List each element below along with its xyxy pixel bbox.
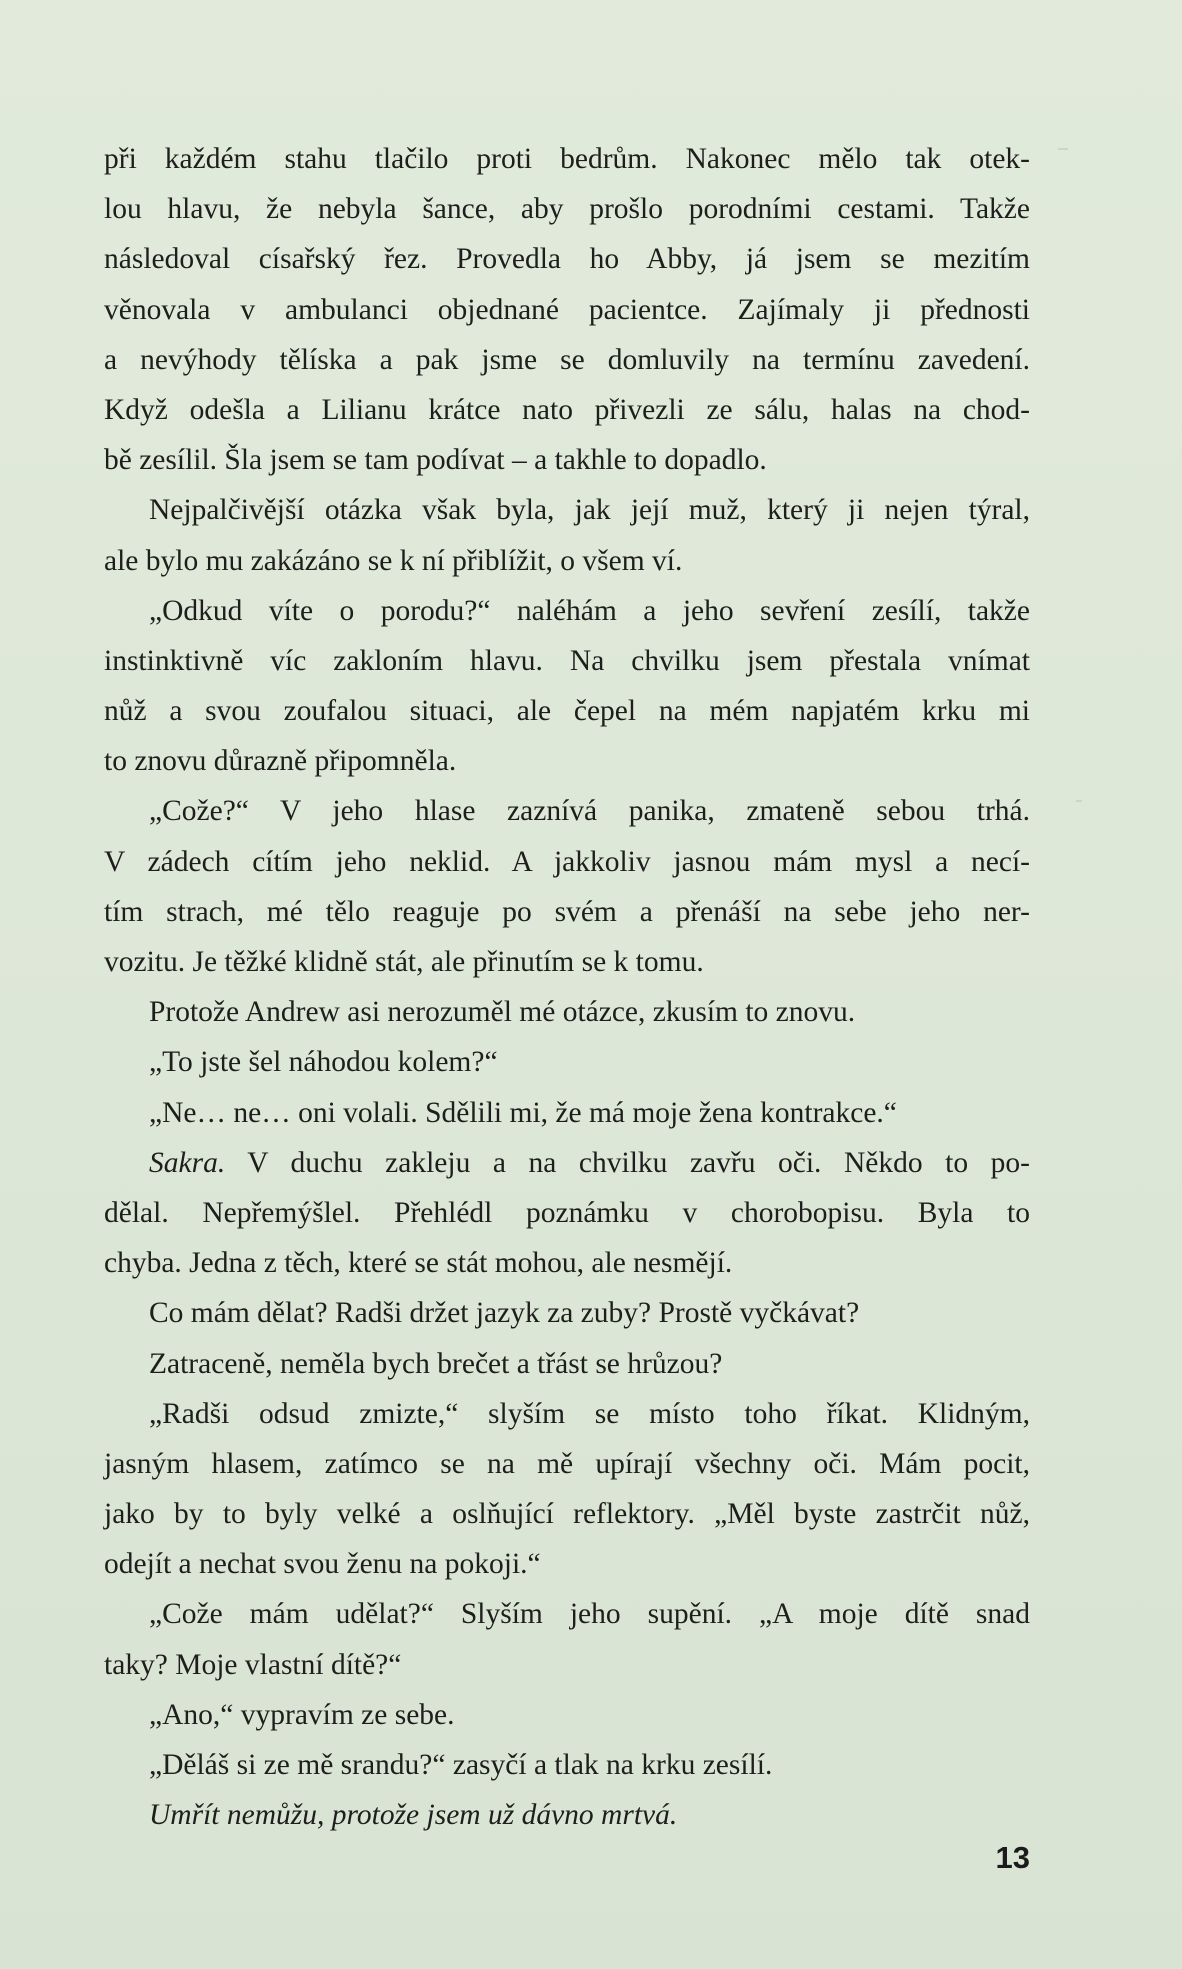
text-line: dělal. Nepřemýšlel. Přehlédl poznámku v chorobopisu. Byla to bbox=[104, 1196, 1030, 1229]
text-line bbox=[104, 1138, 1030, 1188]
body-text bbox=[104, 134, 1030, 1840]
text-line: věnovala v ambulanci objednané pacientce. Zajímaly ji přednosti bbox=[104, 293, 1030, 326]
text-line: Umřít nemůžu, protože jsem už dávno mrtvá. bbox=[149, 1799, 678, 1832]
text-line: vozitu. Je těžké klidně stát, ale přinutím se k tomu. bbox=[104, 946, 704, 978]
text-line: tím strach, mé tělo reaguje po svém a přenáší na sebe jeho ner- bbox=[104, 895, 1030, 928]
text-line: jasným hlasem, zatímco se na mě upírají všechny oči. Mám pocit, bbox=[104, 1447, 1030, 1480]
text-line: odejít a nechat svou ženu na pokoji.“ bbox=[104, 1548, 541, 1581]
text-line: „Ano,“ vypravím ze sebe. bbox=[149, 1698, 455, 1731]
bleed-through-mark bbox=[1076, 800, 1082, 802]
text-line: Nejpalčivější otázka však byla, jak její muž, který ji nejen týral, bbox=[149, 494, 1030, 527]
text-line: ale bylo mu zakázáno se k ní přiblížit, o všem ví. bbox=[104, 544, 683, 577]
text-line: Protože Andrew asi nerozuměl mé otázce, zkusím to znovu. bbox=[149, 996, 856, 1029]
page-number: 13 bbox=[995, 1840, 1030, 1875]
bleed-through-mark bbox=[1058, 148, 1068, 150]
text-line: „Cože?“ V jeho hlase zaznívá panika, zmateně sebou trhá. bbox=[149, 795, 1030, 828]
text-line: „To jste šel náhodou kolem?“ bbox=[149, 1046, 498, 1079]
line-text: V duchu zakleju a na chvilku zavřu oči. Někdo to po- bbox=[225, 1146, 1030, 1179]
text-line: nůž a svou zoufalou situaci, ale čepel na mém napjatém krku mi bbox=[104, 695, 1030, 728]
text-line: Když odešla a Lilianu krátce nato přivezli ze sálu, halas na chod- bbox=[104, 393, 1030, 426]
italic-text: Sakra. bbox=[149, 1146, 226, 1179]
text-line: „Děláš si ze mě srandu?“ zasyčí a tlak na krku zesílí. bbox=[149, 1749, 773, 1781]
text-line: chyba. Jedna z těch, které se stát mohou, ale nesmějí. bbox=[104, 1247, 733, 1280]
text-line: při každém stahu tlačilo proti bedrům. Nakonec mělo tak otek- bbox=[104, 143, 1030, 175]
text-line: následoval císařský řez. Provedla ho Abby, já jsem se mezitím bbox=[104, 243, 1030, 276]
text-line: „Radši odsud zmizte,“ slyším se místo toho říkat. Klidným, bbox=[149, 1397, 1030, 1430]
text-line: V zádech cítím jeho neklid. A jakkoliv jasnou mám mysl a necí- bbox=[104, 845, 1030, 878]
text-line: taky? Moje vlastní dítě?“ bbox=[104, 1648, 402, 1681]
text-line: Co mám dělat? Radši držet jazyk za zuby? Prostě vyčkávat? bbox=[149, 1297, 860, 1330]
text-line: „Ne… ne… oni volali. Sdělili mi, že má moje žena kontrakce.“ bbox=[149, 1096, 897, 1129]
text-line: jako by to byly velké a oslňující reflektory. „Měl byste zastrčit nůž, bbox=[104, 1498, 1030, 1531]
text-line: lou hlavu, že nebyla šance, aby prošlo porodními cestami. Takže bbox=[104, 193, 1030, 226]
text-line: to znovu důrazně připomněla. bbox=[104, 745, 457, 778]
text-line: instinktivně víc zakloním hlavu. Na chvilku jsem přestala vnímat bbox=[104, 644, 1030, 677]
text-line: a nevýhody tělíska a pak jsme se domluvily na termínu zavedení. bbox=[104, 343, 1030, 376]
text-line: Zatraceně, neměla bych brečet a třást se hrůzou? bbox=[149, 1347, 723, 1380]
text-line: bě zesílil. Šla jsem se tam podívat – a takhle to dopadlo. bbox=[104, 444, 767, 477]
text-line: „Cože mám udělat?“ Slyším jeho supění. „A moje dítě snad bbox=[149, 1598, 1030, 1631]
text-line: „Odkud víte o porodu?“ naléhám a jeho sevření zesílí, takže bbox=[149, 594, 1030, 627]
